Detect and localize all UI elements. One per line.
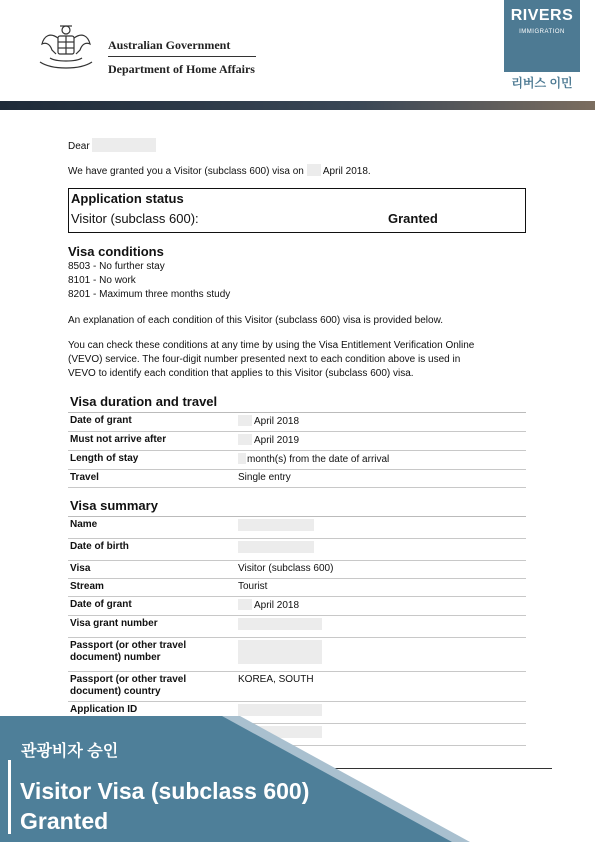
grant-sentence [68, 164, 371, 178]
row-label: Visa [70, 563, 91, 574]
row-value-wrap [238, 638, 526, 671]
row-value-wrap [238, 432, 526, 450]
banner-accent-bar [8, 760, 11, 834]
row-value: month(s) from the date of arrival [247, 454, 390, 465]
rivers-logo-title: RIVERS [510, 7, 574, 24]
row-label: Must not arrive after [70, 434, 167, 445]
row-value: Single entry [238, 472, 291, 483]
redacted-name [92, 138, 156, 152]
duration-title: Visa duration and travel [70, 394, 218, 409]
row-label: Name [70, 519, 98, 530]
header-bar [0, 101, 595, 110]
coat-of-arms-icon [36, 22, 96, 74]
banner-headline-line1: Visitor Visa (subclass 600) [20, 778, 310, 804]
summary-title: Visa summary [70, 498, 158, 513]
redacted-number [238, 453, 246, 464]
row-label: Travel [70, 472, 99, 483]
redacted-value [238, 541, 314, 553]
status-title: Application status [71, 191, 184, 206]
row-value: April 2019 [254, 435, 300, 446]
table-row [68, 470, 526, 488]
row-value: Tourist [238, 581, 268, 592]
redacted-value [238, 704, 322, 716]
status-result: Granted [388, 211, 438, 226]
condition-item: 8101 - No work [68, 275, 136, 286]
rivers-logo [504, 0, 580, 72]
row-value-wrap [238, 616, 526, 637]
redacted-day [307, 164, 321, 176]
table-row [68, 672, 526, 702]
row-label: Passport (or other travel document) number [70, 640, 187, 663]
redacted-day [238, 599, 252, 610]
banner-headline-line2: Granted [20, 808, 109, 834]
table-row [68, 616, 526, 638]
government-name: Australian Government [108, 38, 231, 52]
duration-table [68, 412, 526, 488]
row-value-wrap [238, 539, 526, 560]
department-name: Department of Home Affairs [108, 62, 255, 76]
table-row [68, 451, 526, 470]
grant-text-start: We have granted you a Visitor (subclass 600) visa on [68, 166, 304, 177]
redacted-value [238, 618, 322, 630]
rivers-logo-subtitle: IMMIGRATION [519, 29, 565, 35]
redacted-value [238, 640, 322, 664]
vevo-text-line: You can check these conditions at any time by using the Visa Entitlement Verification Online [68, 340, 475, 351]
conditions-explanation: An explanation of each condition of this Visitor (subclass 600) visa is provided below. [68, 315, 444, 326]
table-row [68, 561, 526, 579]
table-row [68, 517, 526, 539]
table-row [68, 597, 526, 616]
header-divider [108, 56, 256, 57]
row-label: Application ID [70, 704, 138, 715]
redacted-value [238, 519, 314, 531]
row-value-wrap [238, 413, 526, 431]
condition-item: 8503 - No further stay [68, 261, 165, 272]
salutation-text: Dear [68, 141, 90, 152]
rivers-korean-name: 리버스 이민 [511, 76, 573, 90]
status-visa: Visitor (subclass 600): [71, 211, 199, 226]
redacted-day [238, 434, 252, 445]
row-value: April 2018 [254, 416, 300, 427]
row-label: Passport (or other travel document) country [70, 674, 187, 697]
salutation [68, 138, 156, 153]
row-label: Length of stay [70, 453, 139, 464]
row-value: KOREA, SOUTH [238, 674, 314, 685]
row-label: Visa grant number [70, 618, 158, 629]
grant-text-end: April 2018. [322, 166, 371, 177]
banner-headline [20, 776, 309, 836]
row-value-wrap [238, 597, 526, 615]
row-value-wrap [238, 517, 526, 538]
row-label: Date of grant [70, 415, 132, 426]
application-status-box [68, 188, 526, 233]
table-row [68, 432, 526, 451]
banner-korean-title: 관광비자 승인 [21, 743, 119, 760]
table-row [68, 413, 526, 432]
row-value-wrap [238, 451, 526, 469]
row-label: Stream [70, 581, 104, 592]
summary-table [68, 516, 526, 746]
row-label: Date of grant [70, 599, 132, 610]
redacted-day [238, 415, 252, 426]
vevo-text-line: (VEVO) service. The four-digit number presented next to each condition above is used in [68, 354, 461, 365]
table-row [68, 539, 526, 561]
row-label: Date of birth [70, 541, 129, 552]
row-value: April 2018 [254, 600, 300, 611]
row-value: Visitor (subclass 600) [238, 563, 334, 574]
condition-item: 8201 - Maximum three months study [68, 289, 231, 300]
conditions-title: Visa conditions [68, 244, 164, 259]
table-row [68, 638, 526, 672]
table-row [68, 579, 526, 597]
vevo-text-line: VEVO to identify each condition that applies to this Visitor (subclass 600) visa. [68, 368, 414, 379]
